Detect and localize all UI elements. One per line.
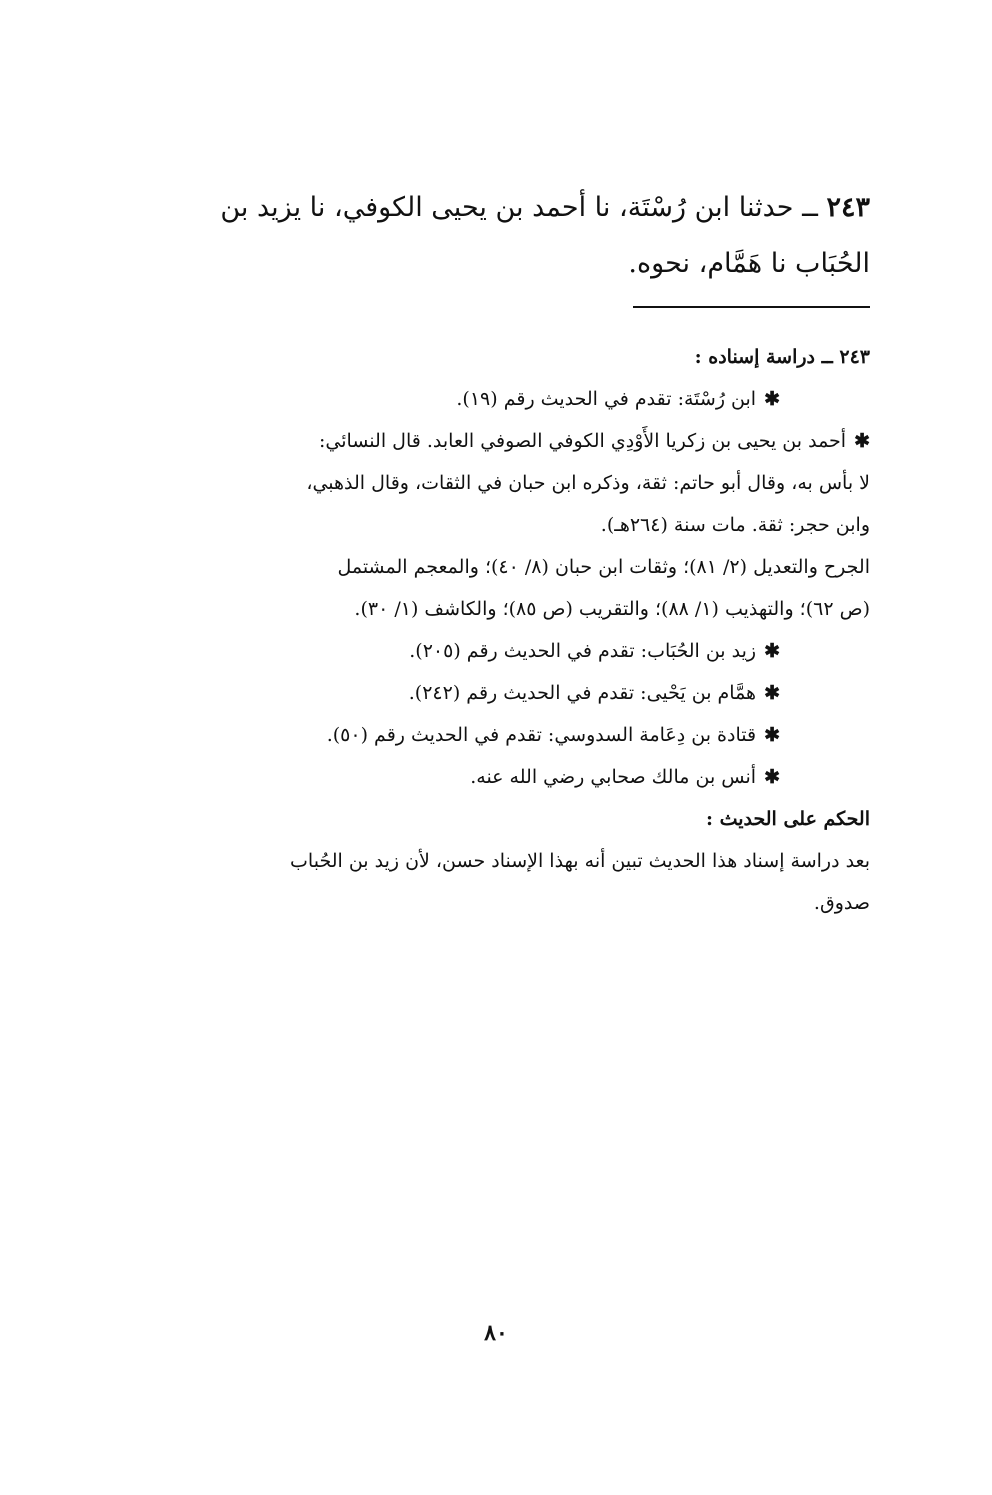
narrator-item-2-line-2: لا بأس به، وقال أبو حاتم: ثقة، وذكره ابن حبان في الثقات، وقال الذهبي، [306, 472, 870, 494]
asterisk-icon: ✱ [764, 682, 780, 704]
narrator-item-6 [115, 756, 870, 798]
asterisk-icon: ✱ [764, 640, 780, 662]
narrator-item-6-text: أنس بن مالك صحابي رضي الله عنه. [470, 766, 757, 788]
hadith-line-1-text: ــ حدثنا ابن رُسْتَة، نا أحمد بن يحيى الكوفي، نا يزيد بن [220, 192, 827, 223]
narrator-item-5 [115, 714, 870, 756]
references-line-2: (ص ٦٢)؛ والتهذيب (١/ ٨٨)؛ والتقريب (ص ٨٥)؛ والكاشف (١/ ٣٠). [354, 598, 870, 620]
hadith-text [115, 180, 870, 292]
narrator-item-5-text: قتادة بن دِعَامة السدوسي: تقدم في الحديث رقم (٥٠). [326, 724, 757, 746]
isnad-study [115, 336, 870, 924]
page-number: ٨٠ [484, 1320, 508, 1346]
asterisk-icon: ✱ [764, 766, 780, 788]
narrator-item-2-line-1 [115, 420, 870, 462]
ruling-line-1: بعد دراسة إسناد هذا الحديث تبين أنه بهذا الإسناد حسن، لأن زيد بن الحُباب [290, 850, 870, 872]
asterisk-icon: ✱ [764, 388, 780, 410]
narrator-item-4 [115, 672, 870, 714]
narrator-item-3 [115, 630, 870, 672]
hadith-number: ٢٤٣ [826, 192, 870, 223]
isnad-heading: ٢٤٣ ــ دراسة إسناده : [694, 346, 870, 368]
hadith-line-2: الحُبَاب نا هَمَّام، نحوه. [628, 248, 870, 279]
asterisk-icon: ✱ [764, 724, 780, 746]
footnote-separator [633, 306, 870, 308]
asterisk-icon: ✱ [854, 430, 870, 452]
narrator-item-1-text: ابن رُسْتَة: تقدم في الحديث رقم (١٩). [456, 388, 757, 410]
ruling-heading: الحكم على الحديث : [705, 808, 870, 830]
narrator-item-1 [115, 378, 870, 420]
narrator-item-2-text: أحمد بن يحيى بن زكريا الأَوْدِي الكوفي الصوفي العابد. قال النسائي: [319, 430, 847, 452]
references-line-1: الجرح والتعديل (٢/ ٨١)؛ وثقات ابن حبان (٨/ ٤٠)؛ والمعجم المشتمل [337, 556, 870, 578]
narrator-item-2-line-3: وابن حجر: ثقة. مات سنة (٢٦٤هـ). [600, 514, 870, 536]
hadith-line-1 [115, 180, 870, 236]
narrator-item-3-text: زيد بن الحُبَاب: تقدم في الحديث رقم (٢٠٥). [409, 640, 757, 662]
ruling-line-2: صدوق. [813, 892, 870, 914]
narrator-item-4-text: همَّام بن يَحْيى: تقدم في الحديث رقم (٢٤٢). [408, 682, 757, 704]
